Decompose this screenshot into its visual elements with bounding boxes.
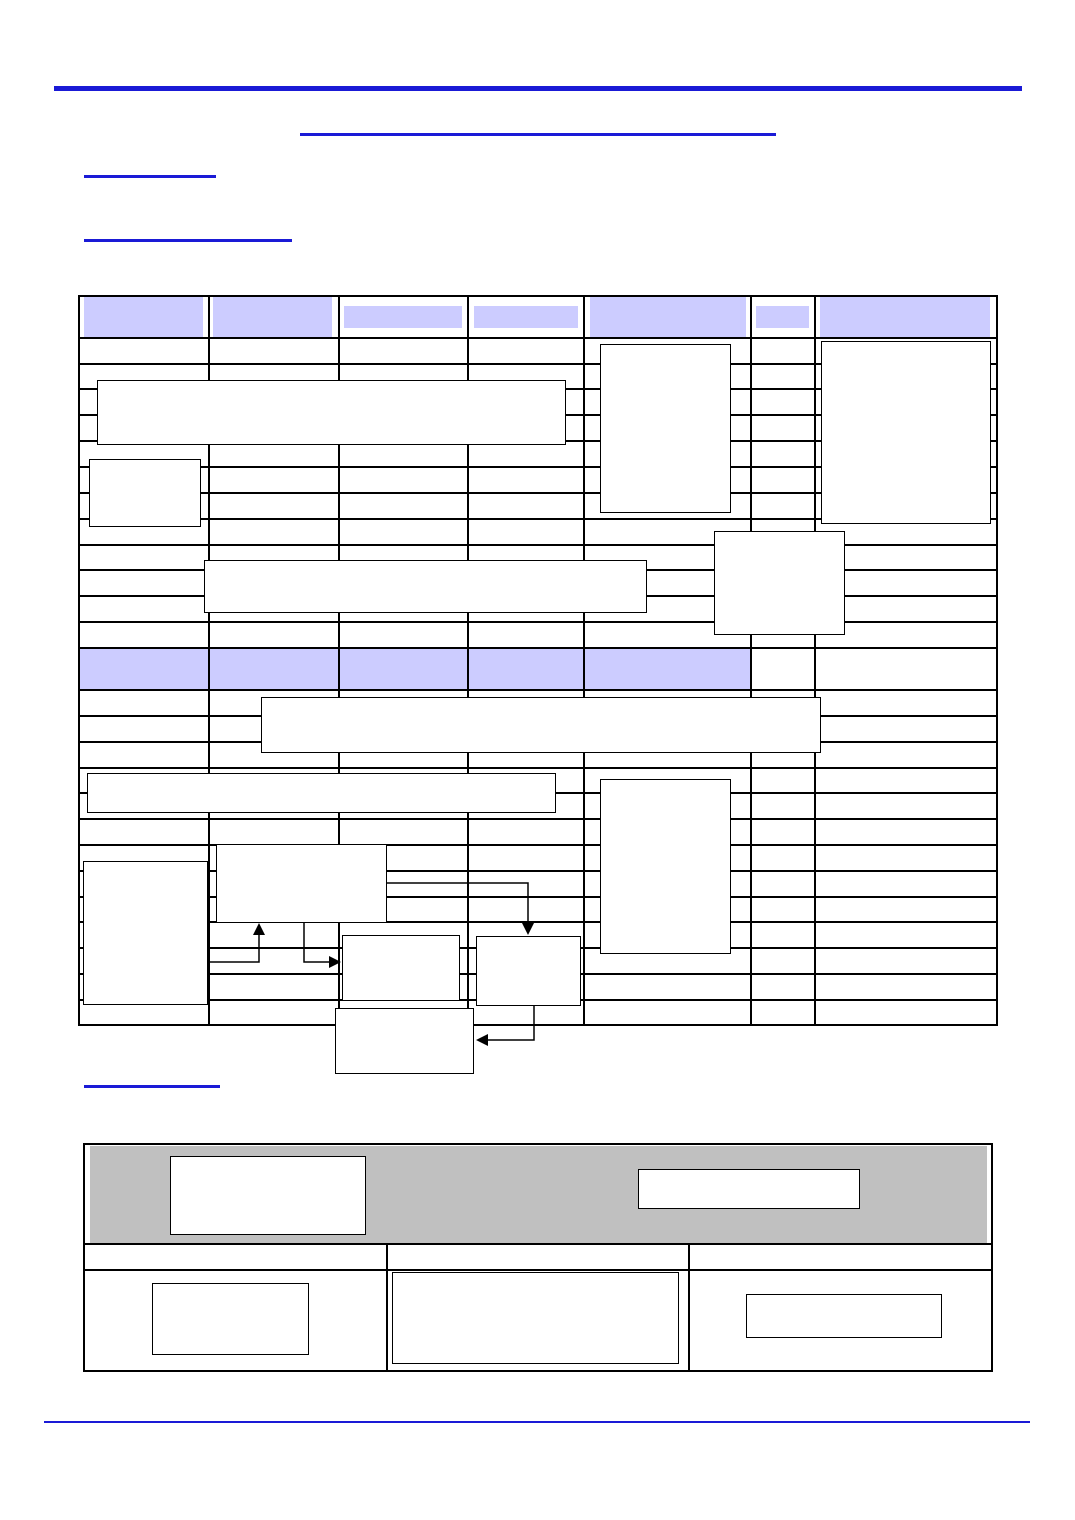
bottom-rule — [44, 1421, 1030, 1423]
panel-box — [392, 1272, 679, 1364]
panel-box — [746, 1294, 942, 1338]
panel-divider — [83, 1243, 993, 1245]
banner-box — [638, 1169, 860, 1209]
panel-divider — [386, 1243, 388, 1371]
panel-box — [152, 1283, 309, 1355]
panel-divider — [83, 1269, 993, 1271]
panel-divider — [688, 1243, 690, 1371]
banner-box — [170, 1156, 366, 1235]
